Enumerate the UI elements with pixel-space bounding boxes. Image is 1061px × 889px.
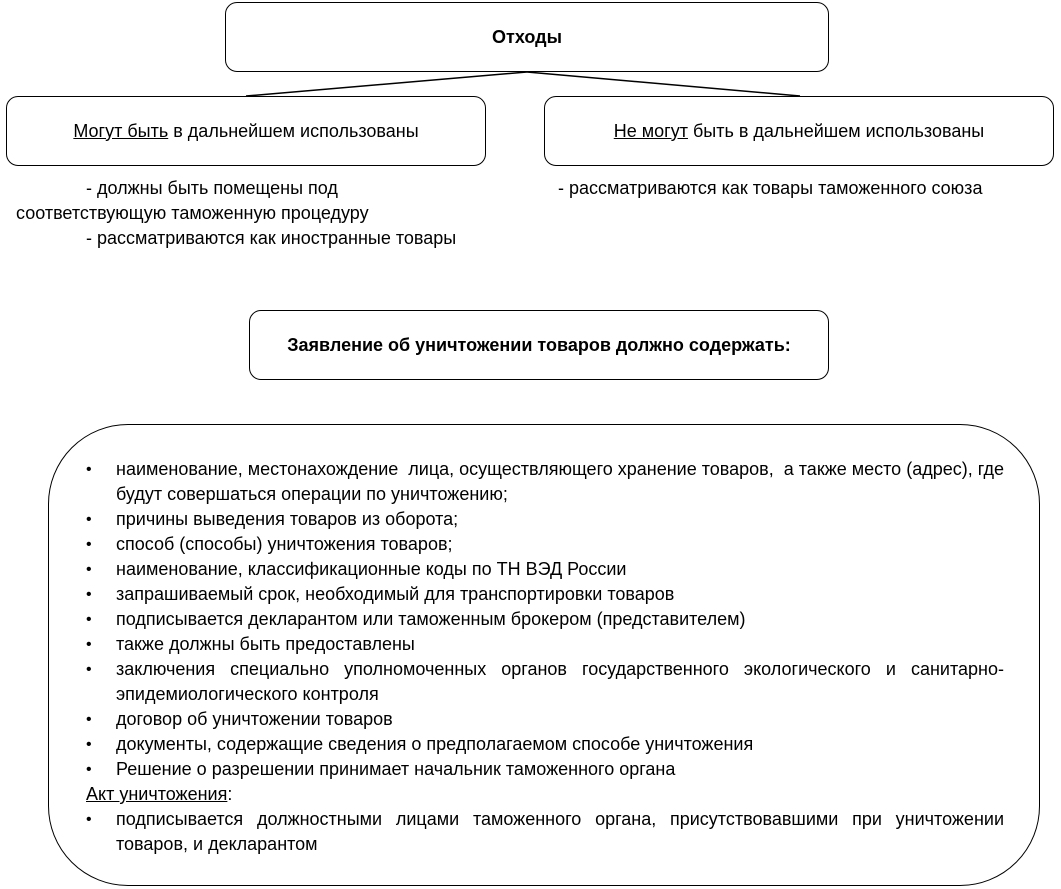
list-item-text: запрашиваемый срок, необходимый для транспортировки товаров [116,584,675,604]
left-note: - должны быть помещены под соответствующую таможенную процедуру [16,178,369,223]
left-notes [16,176,476,251]
statement-node [249,310,829,380]
list-item [86,757,1004,782]
list-item-text: заключения специально уполномоченных органов государственного экологического и санитарно-эпидемиологического контроля [116,659,1004,704]
node-cannot-be-used-rest: быть в дальнейшем использованы [687,120,985,141]
list-item-text: документы, содержащие сведения о предполагаемом способе уничтожения [116,734,754,754]
bullet-icon: • [86,611,92,628]
connector-root-left [246,72,527,96]
act-heading [86,782,1004,807]
list-item-text: также должны быть предоставлены [116,634,415,654]
left-note: - рассматриваются как иностранные товары [86,228,457,248]
node-cannot-be-used [544,96,1054,166]
list-item [86,657,1004,707]
list-item-text: договор об уничтожении товаров [116,709,393,729]
list-item-text: наименование, местонахождение лица, осуществляющего хранение товаров, а также место (адрес), где будут совершаться операции по уничтожению; [116,459,1010,504]
list-item [86,607,1004,632]
bullet-icon: • [86,586,92,603]
act-heading-suffix: : [227,784,233,804]
list-item-text: наименование, классификационные коды по ТН ВЭД России [116,559,627,579]
bullet-icon: • [86,761,92,778]
list-item [86,732,1004,757]
bullet-icon: • [86,511,92,528]
bullet-icon: • [86,711,92,728]
bullet-icon: • [86,636,92,653]
act-heading-text: Акт уничтожения [86,784,228,804]
content-list [86,457,1010,857]
list-item-text: способ (способы) уничтожения товаров; [116,534,453,554]
right-notes [558,176,1018,201]
list-item-text: Решение о разрешении принимает начальник таможенного органа [116,759,676,779]
list-item [86,457,1010,507]
list-item-text: подписывается должностными лицами таможенного органа, присутствовавшими при уничтожении товаров, и декларантом [116,809,1004,854]
root-node-waste [225,2,829,72]
statement-title: Заявление об уничтожении товаров должно содержать: [287,335,791,355]
bullet-icon: • [86,536,92,553]
bullet-icon: • [86,811,92,828]
node-cannot-be-used-underlined: Не могут [613,120,688,141]
list-item [86,632,1004,657]
connector-root-right [527,72,800,96]
list-item [86,707,1004,732]
list-item [86,507,1004,532]
list-item-text: подписывается декларантом или таможенным брокером (представителем) [116,609,746,629]
root-node-title: Отходы [492,26,562,47]
bullet-icon: • [86,661,92,678]
list-item [86,557,1004,582]
list-item-text: причины выведения товаров из оборота; [116,509,459,529]
list-item [86,582,1004,607]
node-can-be-used-underlined: Могут быть [73,120,169,141]
bullet-icon: • [86,736,92,753]
list-item [86,807,1004,857]
node-can-be-used [6,96,486,166]
bullet-icon: • [86,561,92,578]
node-can-be-used-rest: в дальнейшем использованы [168,120,419,141]
right-note: - рассматриваются как товары таможенного союза [558,178,983,198]
list-item [86,532,1004,557]
bullet-icon: • [86,461,92,478]
